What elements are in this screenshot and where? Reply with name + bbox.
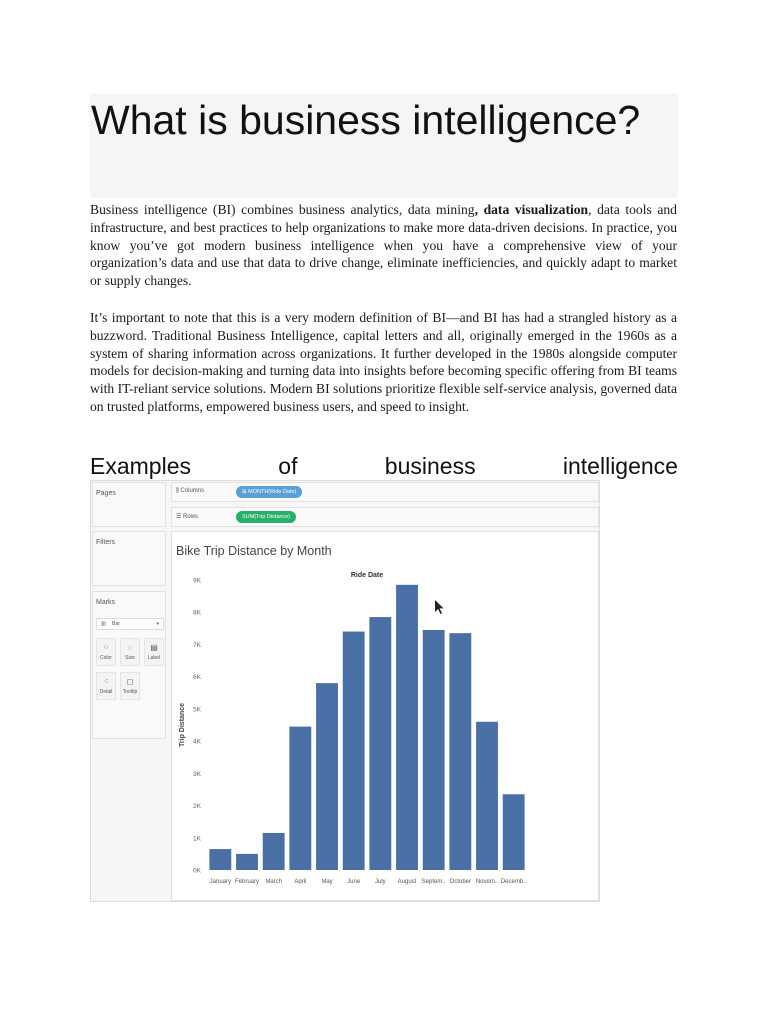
examples-heading-word: business (384, 453, 476, 479)
columns-label-text: Columns (180, 488, 205, 494)
size-button[interactable] (120, 638, 140, 666)
detail-icon: ⁖ (103, 677, 109, 686)
bar (289, 727, 311, 870)
bar (236, 854, 258, 870)
y-tick-label: 7K (193, 641, 201, 649)
examples-heading-word: of (278, 453, 298, 479)
marks-card (92, 591, 166, 739)
label-button-label: Label (147, 655, 161, 661)
y-axis-label: Trip Distance (179, 703, 186, 747)
columns-icon: ⫼ (176, 488, 181, 494)
tooltip-icon: ◻ (126, 677, 134, 686)
chevron-down-icon: ▾ (156, 621, 159, 627)
bar (396, 585, 418, 870)
bar (209, 849, 231, 870)
y-tick-label: 3K (193, 770, 201, 778)
columns-shelf[interactable] (171, 482, 599, 502)
filters-card (92, 531, 166, 586)
bar (369, 617, 391, 870)
examples-heading (90, 451, 678, 481)
rows-shelf[interactable] (171, 507, 599, 527)
y-tick-label: 8K (193, 609, 201, 617)
y-tick-label: 5K (193, 706, 201, 714)
bar (263, 833, 285, 870)
chart-canvas (171, 531, 599, 901)
bar (316, 683, 338, 870)
y-tick-label: 2K (193, 803, 201, 811)
data-visualization-emphasis: , data visualization (474, 202, 589, 217)
rows-label-text: Rows (183, 514, 199, 520)
rows-pill[interactable]: SUM(Trip Distance) (236, 511, 296, 523)
bar-chart (172, 532, 598, 900)
label-icon: ▤ (150, 643, 158, 652)
y-tick-label: 6K (193, 674, 201, 682)
paragraph-definition (90, 201, 677, 290)
tooltip-button[interactable] (120, 672, 140, 700)
paragraph-definition-text-2: , data tools and infrastructure, and best practices to help organizations to make more data-driven decisions. In practice, you know you’ve got modern business intelligence when you have a comprehensive view of your organization’s data and use that data to drive change, eliminate inefficiencies, and quickly adapt to market or supply changes. (90, 202, 677, 289)
columns-shelf-label (176, 488, 204, 495)
rows-icon: ☰ (176, 514, 184, 520)
y-tick-label: 0K (193, 867, 201, 875)
tooltip-button-label: Tooltip (122, 689, 138, 695)
examples-heading-word: intelligence (562, 453, 678, 479)
pages-card (92, 482, 166, 527)
y-tick-label: 9K (193, 577, 201, 585)
size-icon: ◌ (127, 643, 133, 652)
x-tick-label: April (294, 879, 307, 885)
columns-pill[interactable]: ⊞ MONTH(Ride Date) (236, 486, 302, 498)
pages-card-title: Pages (96, 490, 116, 497)
x-tick-label: Septem.. (421, 879, 446, 885)
label-button[interactable] (144, 638, 164, 666)
x-tick-label: Novem.. (475, 879, 499, 885)
paragraph-definition-text-1: Business intelligence (BI) combines business analytics, data mining (90, 202, 475, 217)
bar (423, 630, 445, 870)
x-tick-label: July (374, 879, 386, 885)
bar (343, 632, 365, 870)
color-button-label: Color (100, 655, 112, 661)
y-tick-label: 4K (193, 738, 201, 746)
rows-shelf-label (176, 513, 198, 520)
x-tick-label: January (209, 879, 232, 885)
mark-type-value: Bar (112, 621, 120, 627)
x-tick-label: February (234, 879, 260, 885)
size-button-label: Size (125, 655, 135, 661)
chart-title: Bike Trip Distance by Month (176, 544, 332, 558)
tableau-screenshot (90, 480, 600, 902)
paragraph-history: It’s important to note that this is a very modern definition of BI—and BI has had a strangled history as a buzzword. Traditional Business Intelligence, capital letters and all, originally emerged in the 1960s as a system of sharing information across organizations. It further developed in the 1980s alongside computer models for decision-making and turning data into insights before becoming specific offering from BI teams with IT-reliant service solutions. Modern BI solutions prioritize flexible self-service analysis, governed data on trusted platforms, empowered business users, and speed to insight. (90, 310, 677, 414)
x-tick-label: August (397, 879, 417, 885)
x-tick-label: May (321, 879, 333, 885)
bar (449, 633, 471, 870)
x-tick-label: Decemb.. (500, 879, 527, 885)
detail-button[interactable] (96, 672, 116, 700)
y-tick-label: 1K (193, 835, 201, 843)
examples-heading-word: Examples (90, 453, 191, 479)
marks-card-title: Marks (96, 599, 116, 606)
mouse-cursor-icon (435, 600, 444, 614)
color-dots-icon: ⁘ (102, 643, 110, 652)
filters-card-title: Filters (96, 539, 116, 546)
color-button[interactable] (96, 638, 116, 666)
bar (476, 722, 498, 870)
detail-button-label: Detail (99, 689, 113, 695)
mark-type-dropdown[interactable] (96, 618, 164, 630)
bar-chart-icon: ▥ (101, 621, 106, 627)
page-title: What is business intelligence? (91, 97, 641, 143)
x-tick-label: October (449, 879, 472, 885)
bar (503, 794, 525, 870)
x-tick-label: March (265, 879, 283, 885)
column-header: Ride Date (350, 572, 384, 579)
x-tick-label: June (347, 879, 361, 885)
